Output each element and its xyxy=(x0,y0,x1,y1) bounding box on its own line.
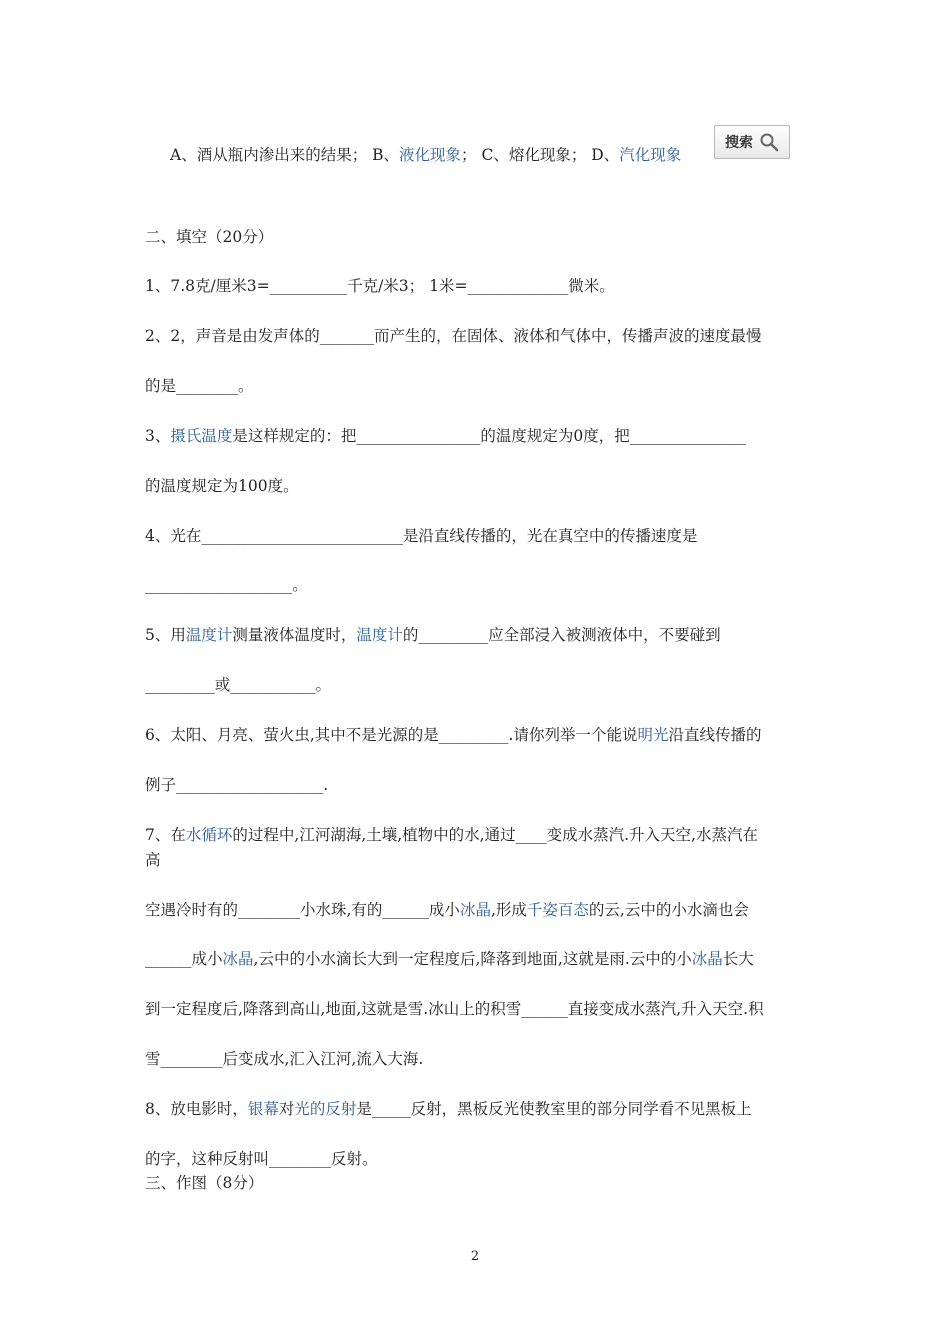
question-3-line1: 3、摄氏温度是这样规定的：把________________的温度规定为0度，把_______________ xyxy=(145,427,747,445)
link-ice-crystal-3[interactable]: 冰晶 xyxy=(691,950,723,968)
link-thermometer[interactable]: 温度计 xyxy=(185,626,233,644)
question-2-line1: 2、2，声音是由发声体的_______而产生的，在固体、液体和气体中，传播声波的速度最慢 xyxy=(145,327,762,345)
link-ice-crystal[interactable]: 冰晶 xyxy=(459,901,491,919)
link-thermometer-2[interactable]: 温度计 xyxy=(356,626,403,644)
option-c: ； C、熔化现象； D、 xyxy=(461,146,620,164)
question-6-line1: 6、太阳、月亮、萤火虫,其中不是光源的是_________.请你列举一个能说明光沿直线传播的 xyxy=(145,726,762,744)
question-1: 1、7.8克/厘米3=__________千克/米3； 1米=_____________微米。 xyxy=(145,277,615,295)
question-6-line2: 例子___________________. xyxy=(145,776,329,794)
question-2-line2: 的是________。 xyxy=(145,377,254,395)
link-varied[interactable]: 千姿百态 xyxy=(526,901,589,919)
link-ice-crystal-2[interactable]: 冰晶 xyxy=(222,950,254,968)
question-7-line1: 7、在水循环的过程中,江河湖海,土壤,植物中的水,通过____变成水蒸汽.升入天空,水蒸汽在 xyxy=(145,826,758,844)
page-number: 2 xyxy=(470,1249,480,1264)
option-a: A、酒从瓶内渗出来的结果； xyxy=(170,146,368,164)
link-light[interactable]: 明光 xyxy=(637,726,669,744)
question-7-line4: 到一定程度后,降落到高山,地面,这就是雪.冰山上的积雪______直接变成水蒸汽,升入天空.积 xyxy=(145,1000,764,1018)
section2-heading: 二、填空（20分） xyxy=(145,228,274,246)
question-5-line1: 5、用温度计测量液体温度时，温度计的_________应全部浸入被测液体中，不要碰到 xyxy=(145,626,721,644)
question-8-line2: 的字，这种反射叫________反射。 xyxy=(145,1150,378,1168)
link-reflection[interactable]: 光的反射 xyxy=(294,1100,357,1118)
question-7-line1b: 高 xyxy=(145,851,161,869)
question-5-line2: _________或___________。 xyxy=(145,676,332,694)
question-4-line1: 4、光在__________________________是沿直线传播的，光在真空中的传播速度是 xyxy=(145,527,698,545)
question-4-line2: ___________________。 xyxy=(145,576,308,594)
search-button[interactable] xyxy=(714,125,790,159)
question-7-line2: 空遇冷时有的________小水珠,有的______成小冰晶,形成千姿百态的云,云中的小水滴也会 xyxy=(145,901,749,919)
link-celsius[interactable]: 摄氏温度 xyxy=(170,427,233,445)
link-vaporization[interactable]: 汽化现象 xyxy=(619,146,682,164)
question-7-line5: 雪________后变成水,汇入江河,流入大海. xyxy=(145,1050,424,1068)
search-button-label: 搜索 xyxy=(725,135,753,151)
section3-heading: 三、作图（8分） xyxy=(145,1174,264,1192)
link-liquefaction[interactable]: 液化现象 xyxy=(399,146,462,164)
link-screen[interactable]: 银幕 xyxy=(247,1100,279,1118)
option-b-prefix: B、 xyxy=(367,146,400,164)
question-8-line1: 8、放电影时，银幕对光的反射是_____反射，黑板反光使教室里的部分同学看不见黑板上 xyxy=(145,1100,752,1118)
question-3-line2: 的温度规定为100度。 xyxy=(145,477,299,495)
link-water-cycle[interactable]: 水循环 xyxy=(185,826,233,844)
question-7-line3: ______成小冰晶,云中的小水滴长大到一定程度后,降落到地面,这就是雨.云中的小冰晶长大 xyxy=(145,950,754,968)
options-line xyxy=(170,145,681,165)
magnifier-icon xyxy=(759,132,779,152)
